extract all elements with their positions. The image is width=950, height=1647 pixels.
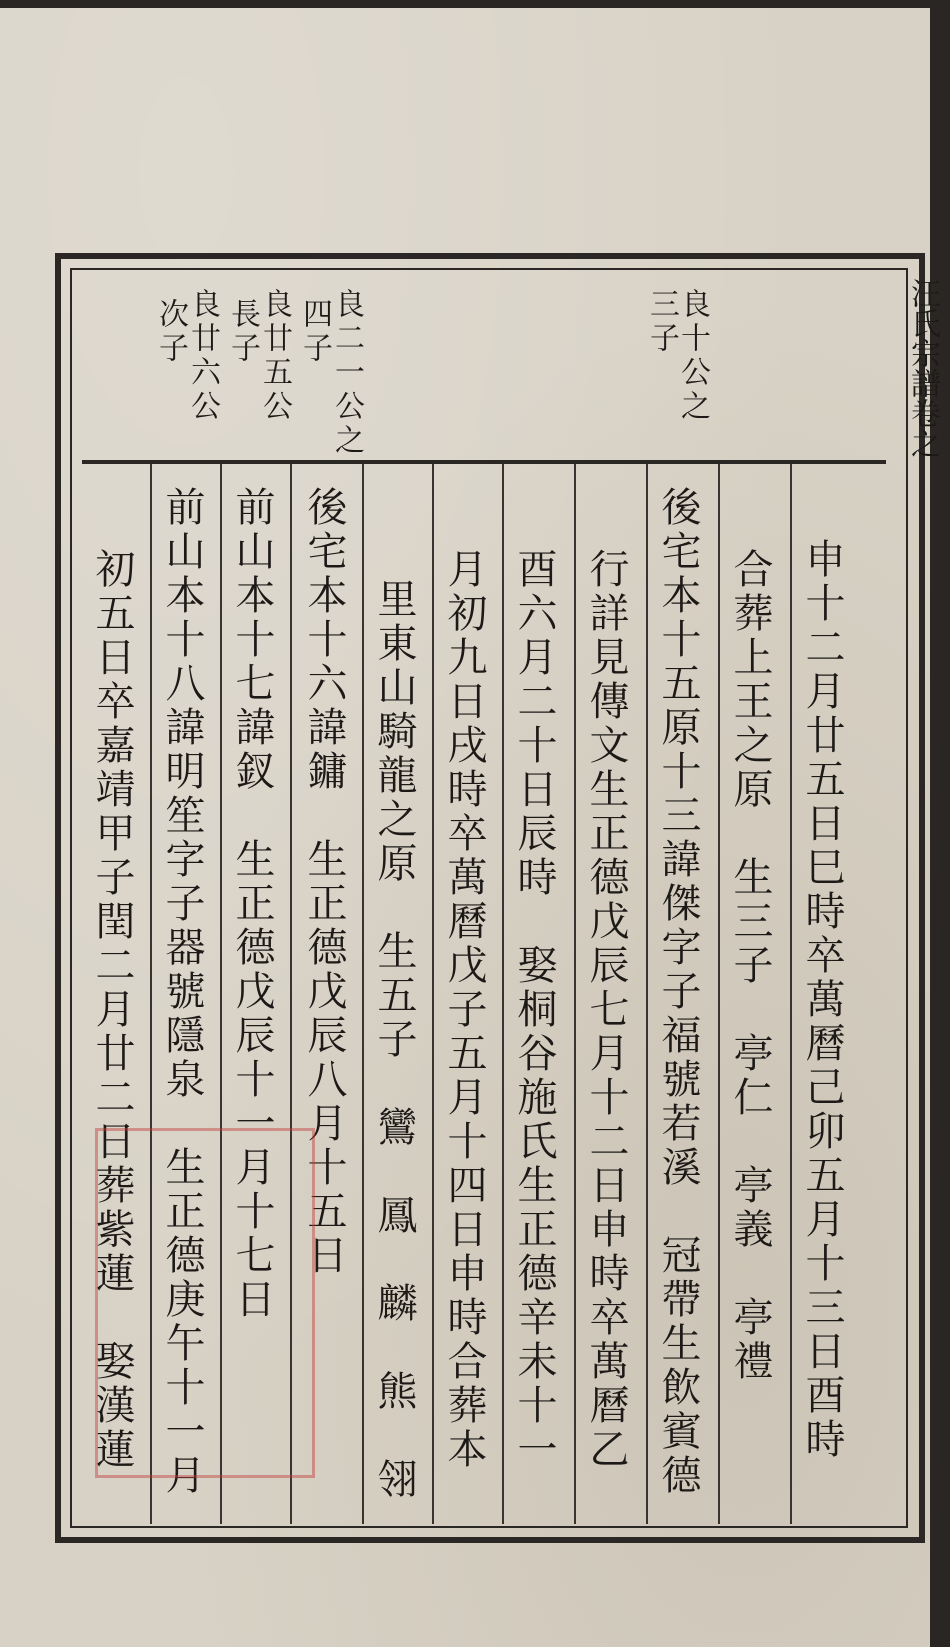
text-column: 後宅本十五原十三諱傑字子福號若溪 冠帶生飲賓德 xyxy=(655,486,701,1498)
column-rule xyxy=(790,464,792,1524)
upper-entry-line: 四子 xyxy=(297,298,332,366)
text-column: 前山本十七諱釵 生正德戊辰十一月十七日 xyxy=(229,486,275,1322)
column-rule xyxy=(718,464,720,1524)
genealogy-page xyxy=(0,8,940,1647)
upper-entry-line: 三子 xyxy=(644,288,679,356)
register-divider xyxy=(82,460,886,464)
upper-entry-line: 良十公之 xyxy=(675,288,710,424)
column-rule xyxy=(574,464,576,1524)
text-column: 前山本十八諱明笙字子器號隱泉 生正德庚午十一月 xyxy=(159,486,205,1498)
text-column: 酉六月二十日辰時 娶桐谷施氏生正德辛未十一 xyxy=(511,548,557,1472)
column-rule xyxy=(646,464,648,1524)
column-rule xyxy=(502,464,504,1524)
text-column: 後宅本十六諱鏞 生正德戊辰八月十五日 xyxy=(301,486,347,1278)
column-rule xyxy=(362,464,364,1524)
text-column: 初五日卒嘉靖甲子閏二月廿二日葬紫蓮 娶漢蓮 xyxy=(89,548,135,1472)
text-column: 合葬上王之原 生三子 亭仁 亭義 亭禮 xyxy=(727,548,773,1384)
column-rule xyxy=(432,464,434,1524)
upper-entry-line: 長子 xyxy=(225,298,260,366)
upper-entry-line: 良廿五公 xyxy=(257,288,292,424)
upper-entry-line: 次子 xyxy=(153,298,188,366)
text-column: 月初九日戌時卒萬曆戊子五月十四日申時合葬本 xyxy=(441,548,487,1472)
margin-title: 汪氏宗譜卷之 xyxy=(905,278,940,458)
upper-entry-line: 良二一公之 xyxy=(329,288,364,458)
upper-entry-line: 良廿六公 xyxy=(185,288,220,424)
text-column: 申十二月廿五日巳時卒萬曆己卯五月十三日酉時 xyxy=(799,538,845,1462)
library-seal xyxy=(95,1128,315,1478)
text-column: 行詳見傳文生正德戊辰七月十二日申時卒萬曆乙 xyxy=(583,548,629,1472)
text-column: 里東山騎龍之原 生五子 鸞 鳳 麟 熊 翎 xyxy=(371,578,417,1502)
